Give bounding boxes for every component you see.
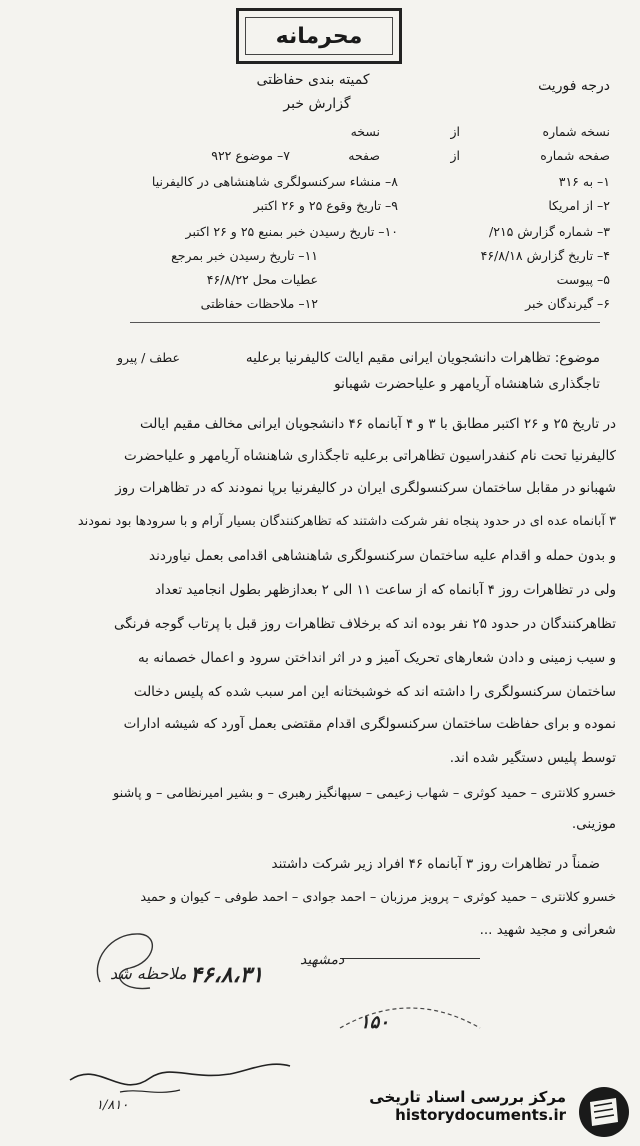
header-title-2: گزارش خبر: [283, 96, 351, 112]
handwritten-signature-icon: [80, 922, 170, 1002]
field-4-value: ۱۱– تاریخ رسیدن خبر بمرجع: [171, 248, 318, 263]
field-2-label: ۲– از امریکا: [548, 198, 610, 213]
page-total-label: صفحه: [348, 148, 380, 163]
header-title-1: کمیته بندی حفاظتی: [256, 72, 370, 88]
field-1-value: ۸– منشاء سرکنسولگری شاهنشاهی در کالیفرنیا: [151, 174, 398, 189]
field-6-value: ۱۲– ملاحظات حفاظتی: [200, 296, 318, 311]
subject-line-2: تاجگذاری شاهنشاه آریامهر و علیاحضرت شهبانو: [334, 376, 600, 392]
divider: [130, 322, 600, 323]
names-line: خسرو کلانتری – حمید کوثری – پرویز مرزبان – احمد جوادی – احمد طوفی – کیوان و حمید: [140, 890, 616, 905]
bottom-stamp-number: ۱۵۰: [360, 1012, 390, 1033]
watermark-url: historydocuments.ir: [395, 1106, 566, 1124]
body-line: شهبانو در مقابل ساختمان سرکنسولگری ایران در کالیفرنیا برپا نمودند که در تظاهرات روز: [115, 480, 616, 496]
body-line: نموده و برای حفاظت ساختمان سرکنسولگری اقدام مقتضی بعمل آورد که شیشه ادارات: [123, 716, 616, 732]
body-line: ولی در تظاهرات روز ۴ آبانماه که از ساعت ۱۱ الی ۲ بعدازظهر بطول انجامید تعداد: [154, 582, 616, 598]
copy-total-label: نسخه: [350, 124, 380, 139]
classification-stamp: [236, 8, 402, 64]
body-line: و بدون حمله و اقدام علیه ساختمان سرکنسولگری شاهنشاهی اقدامی بعمل نیاوردند: [149, 548, 616, 564]
field-5-value: عطیات محل ۴۶/۸/۲۲: [206, 272, 318, 287]
stamp-text: محرمانه: [245, 17, 393, 55]
field-6-label: ۶– گیرندگان خبر: [525, 296, 610, 311]
field-4-label: ۴– تاریخ گزارش ۴۶/۸/۱۸: [480, 248, 610, 263]
body-line: تظاهرکنندگان در حدود ۲۵ نفر بوده اند که برخلاف تظاهرات روز قبل با پرتاب گوجه فرنگی: [113, 616, 616, 632]
body-line: ۳ آبانماه عده ای در حدود پنجاه نفر شرکت داشتند که تظاهرکنندگان بسیار آرام و با سرودها بود نمودند: [77, 514, 616, 529]
annotation-rule: [340, 958, 480, 959]
names-line: خسرو کلانتری – حمید کوثری – شهاب زعیمی – سپهانگیز رهبری – و بشیر امیرنظامی – و پاشنو: [112, 786, 616, 801]
watermark-title: مرکز بررسی اسناد تاریخی: [369, 1088, 566, 1106]
body-line: کالیفرنیا تحت نام کنفدراسیون تظاهراتی برعلیه تاجگذاری شاهنشاه آریامهر و علیاحضرت: [123, 448, 616, 464]
archive-logo-icon: [578, 1086, 630, 1138]
page-from-label: از: [450, 148, 460, 163]
field-3-label: ۳– شماره گزارش ۲۱۵/: [489, 224, 610, 239]
body-line: در تاریخ ۲۵ و ۲۶ اکتبر مطابق با ۳ و ۴ آبانماه ۴۶ دانشجویان ایرانی مخالف مقیم ایالت: [140, 416, 616, 432]
subject-line-1: موضوع: تظاهرات دانشجویان ایرانی مقیم ایالت کالیفرنیا برعلیه: [245, 350, 600, 366]
subject-ref-note: عطف / پیرو: [117, 350, 180, 365]
copy-from-label: از: [450, 124, 460, 139]
field-subject-code: ۷– موضوع ۹۲۲: [211, 148, 290, 163]
annotation-signature: ملاحظه شد: [110, 964, 187, 983]
field-2-value: ۹– تاریخ وقوع ۲۵ و ۲۶ اکتبر: [253, 198, 398, 213]
names-line: شعرانی و مجید شهید ...: [479, 922, 616, 938]
body-line: و سیب زمینی و دادن شعارهای تحریک آمیز و در اثر انداختن سرود و اعمال خصمانه به: [137, 650, 616, 666]
page-number-label: صفحه شماره: [540, 148, 610, 163]
copy-number-label: نسخه شماره: [542, 124, 610, 139]
round-stamp-icon: [330, 998, 490, 1058]
body-line: ساختمان سرکنسولگری را داشته اند که خوشبختانه این امر سبب شده که پلیس دخالت: [133, 684, 616, 700]
priority-label: درجه فوریت: [538, 78, 610, 94]
body-line: توسط پلیس دستگیر شده اند.: [449, 750, 616, 766]
field-3-value: ۱۰– تاریخ رسیدن خبر بمنبع ۲۵ و ۲۶ اکتبر: [185, 224, 398, 239]
annotation-number: ۴۶،۸،۳۱: [190, 962, 264, 988]
bottom-date: ۱/۸۱۰: [96, 1098, 129, 1113]
annotation-note: دمشهید: [300, 952, 345, 968]
field-5-label: ۵– پیوست: [556, 272, 610, 287]
field-1-label: ۱– به ۳۱۶: [558, 174, 610, 189]
watermark-text: [369, 1088, 566, 1124]
names-line: موزینی.: [571, 816, 616, 832]
names-intro: ضمناً در تظاهرات روز ۳ آبانماه ۴۶ افراد زیر شرکت داشتند: [271, 856, 600, 872]
